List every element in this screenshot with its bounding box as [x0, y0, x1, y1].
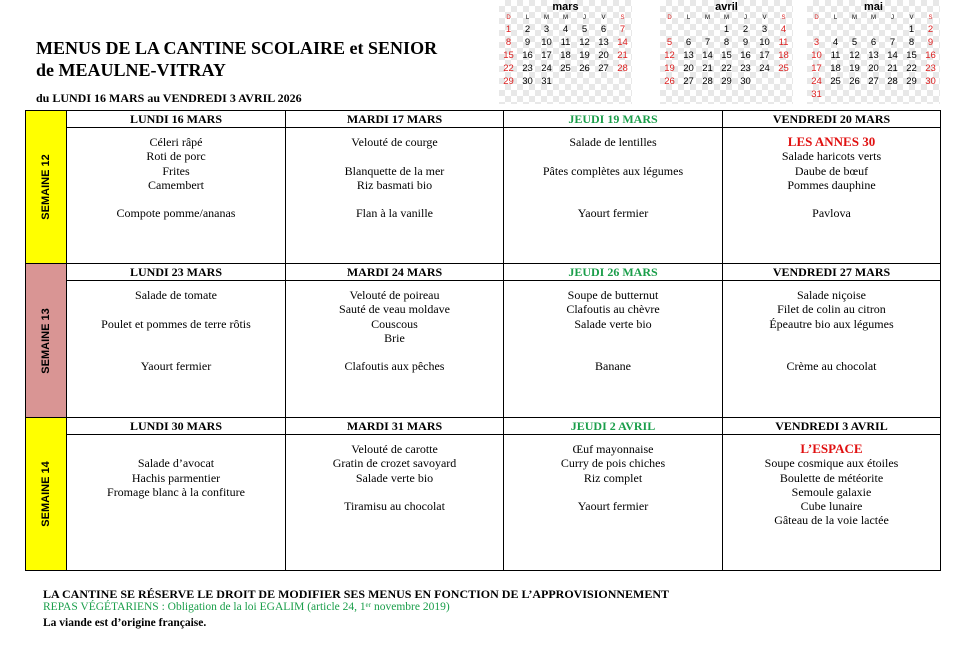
- calendar-day: 27: [683, 76, 694, 87]
- spacer: [67, 192, 285, 206]
- week-row: [26, 264, 940, 418]
- theme-title: LES ANNES 30: [787, 134, 876, 149]
- menu-item: Hachis parmentier: [131, 470, 221, 485]
- week-label-text: SEMAINE 13: [40, 307, 52, 374]
- spacer: [504, 331, 722, 345]
- calendar-day: 16: [740, 50, 751, 61]
- calendar-weekday: S: [928, 15, 933, 21]
- calendar-weekday: M: [724, 15, 729, 21]
- calendar-day: [826, 88, 845, 101]
- week-row: [26, 111, 940, 264]
- calendar-day: 15: [721, 50, 732, 61]
- calendar-day: [826, 23, 845, 36]
- menu-item: Fromage blanc à la confiture: [107, 484, 245, 499]
- calendar-day: [755, 75, 774, 88]
- calendar-day: 19: [664, 63, 675, 74]
- spacer: [286, 345, 503, 359]
- day-title: MARDI 31 MARS: [286, 418, 503, 435]
- menu-item: Salade verte bio: [355, 470, 434, 485]
- calendar-day: 6: [600, 24, 607, 35]
- day-cell: [723, 418, 940, 570]
- calendar-weekday: J: [583, 15, 586, 21]
- menu-item: Pommes dauphine: [787, 177, 876, 192]
- menu-item: Céleri râpé: [149, 135, 203, 149]
- menu-item: Pavlova: [812, 206, 851, 221]
- calendar-mai: [807, 0, 940, 104]
- menu-item: Riz basmati bio: [356, 177, 433, 192]
- calendar-day: 9: [524, 37, 531, 48]
- calendar-weekday: D: [667, 15, 672, 21]
- calendar-day: 7: [619, 24, 626, 35]
- day-cell: [286, 111, 504, 263]
- calendar-weekday: M: [852, 15, 857, 21]
- theme-title: L’ESPACE: [800, 441, 863, 456]
- menu-item: Clafoutis aux pêches: [344, 359, 445, 374]
- menu-item: Soupe de butternut: [567, 288, 659, 302]
- spacer: [67, 302, 285, 316]
- calendar-month-name: mars: [552, 1, 579, 13]
- day-cell: [67, 111, 286, 263]
- calendar-day: 4: [780, 24, 787, 35]
- calendar-day: 12: [664, 50, 675, 61]
- menu-item: Sauté de veau moldave: [339, 302, 450, 317]
- calendar-day: [594, 75, 613, 88]
- day-title: LUNDI 23 MARS: [67, 264, 285, 281]
- calendar-day: [864, 88, 883, 101]
- calendar-day: 6: [685, 37, 692, 48]
- calendar-day: 16: [925, 50, 936, 61]
- menu-item: Yaourt fermier: [140, 359, 212, 374]
- calendar-day: 22: [721, 63, 732, 74]
- calendar-day: 9: [742, 37, 749, 48]
- calendar-day: [883, 23, 902, 36]
- menu-item: Blanquette de la mer: [344, 163, 445, 178]
- calendar-day: 3: [813, 37, 820, 48]
- menu-item: Frites: [162, 163, 190, 178]
- calendar-day: [902, 88, 921, 101]
- day-title: JEUDI 19 MARS: [504, 111, 722, 128]
- spacer: [504, 178, 722, 192]
- calendar-day: 2: [927, 24, 934, 35]
- calendar-day: 3: [543, 24, 550, 35]
- spacer: [504, 192, 722, 206]
- calendar-day: 27: [598, 63, 609, 74]
- calendar-day: 19: [579, 50, 590, 61]
- calendar-day: 21: [887, 63, 898, 74]
- calendar-day: 29: [721, 76, 732, 87]
- calendar-weekday: L: [525, 15, 530, 21]
- calendar-day: [575, 75, 594, 88]
- calendar-day: [864, 23, 883, 36]
- calendar-day: 8: [908, 37, 915, 48]
- calendar-weekday: S: [781, 15, 786, 21]
- menu-item: Velouté de courge: [351, 135, 438, 149]
- page-title: [36, 37, 437, 81]
- menu-item: Compote pomme/ananas: [116, 206, 236, 221]
- menu-item: Gâteau de la voie lactée: [774, 513, 889, 528]
- calendar-day: 11: [560, 37, 571, 48]
- menu-item: Yaourt fermier: [577, 499, 649, 514]
- calendar-day: [660, 23, 679, 36]
- calendar-day: 1: [908, 24, 915, 35]
- calendar-day: 29: [503, 76, 514, 87]
- calendar-day: 9: [927, 37, 934, 48]
- spacer: [723, 331, 940, 345]
- calendar-day: 12: [579, 37, 590, 48]
- menu-item: Velouté de poireau: [349, 288, 440, 302]
- spacer: [723, 345, 940, 359]
- menu-item: Épeautre bio aux légumes: [769, 316, 894, 331]
- calendar-day: 7: [889, 37, 896, 48]
- calendar-day: 14: [702, 50, 713, 61]
- week-label: [26, 264, 67, 417]
- menu-items: [286, 281, 503, 374]
- calendar-day: [774, 75, 793, 88]
- calendar-day: [845, 88, 864, 101]
- menu-items: [504, 281, 722, 374]
- menu-item: Clafoutis au chèvre: [566, 302, 660, 317]
- menu-item: Œuf mayonnaise: [572, 442, 654, 456]
- menu-items: [723, 435, 940, 528]
- day-cell: [67, 264, 286, 417]
- calendar-weekday: M: [563, 15, 568, 21]
- menu-items: [723, 128, 940, 221]
- menu-item: Poulet et pommes de terre rôtis: [101, 316, 251, 331]
- calendar-weekday: L: [686, 15, 691, 21]
- calendar-day: 25: [778, 63, 789, 74]
- menu-items: [286, 128, 503, 221]
- day-cell: [504, 111, 723, 263]
- calendar-avril: [660, 0, 793, 104]
- menu-grid: [25, 110, 941, 571]
- menu-item: Salade d’avocat: [137, 456, 215, 471]
- title-line-1: MENUS DE LA CANTINE SCOLAIRE et SENIOR: [36, 38, 438, 58]
- day-title: JEUDI 2 AVRIL: [504, 418, 722, 435]
- calendar-day: [698, 23, 717, 36]
- calendar-day: 23: [740, 63, 751, 74]
- calendar-day: 24: [811, 76, 822, 87]
- calendar-month-name: mai: [864, 1, 883, 13]
- menu-item: Boulette de météorite: [779, 470, 884, 485]
- calendar-weekday: D: [814, 15, 819, 21]
- calendar-day: 5: [666, 37, 673, 48]
- calendar-day: 5: [851, 37, 858, 48]
- spacer: [67, 331, 285, 345]
- calendar-weekday: M: [705, 15, 710, 21]
- spacer: [504, 149, 722, 163]
- calendar-weekday: M: [871, 15, 876, 21]
- day-title: VENDREDI 20 MARS: [723, 111, 940, 128]
- calendar-day: 28: [617, 63, 628, 74]
- calendar-day: 20: [683, 63, 694, 74]
- calendar-day: 10: [811, 50, 822, 61]
- calendar-day: 1: [505, 24, 512, 35]
- menu-item: Velouté de carotte: [351, 442, 438, 456]
- menu-item: Salade de tomate: [135, 288, 217, 302]
- calendar-day: 30: [740, 76, 751, 87]
- calendar-day: 12: [849, 50, 860, 61]
- menu-item: Semoule galaxie: [791, 484, 872, 499]
- calendar-day: 22: [503, 63, 514, 74]
- menu-item: Riz complet: [583, 470, 643, 485]
- calendar-day: 4: [562, 24, 569, 35]
- menu-item: Pâtes complètes aux légumes: [542, 163, 684, 178]
- day-title: MARDI 17 MARS: [286, 111, 503, 128]
- calendar-day: [845, 23, 864, 36]
- calendar-day: 19: [849, 63, 860, 74]
- calendar-day: 11: [830, 50, 841, 61]
- menu-item: Salade verte bio: [574, 316, 652, 331]
- calendar-day: 31: [541, 76, 552, 87]
- calendar-day: 15: [906, 50, 917, 61]
- day-cell: [67, 418, 286, 570]
- calendar-day: 30: [522, 76, 533, 87]
- calendar-day: 26: [849, 76, 860, 87]
- calendar-month-name: avril: [715, 1, 738, 13]
- calendar-day: 7: [704, 37, 711, 48]
- calendar-day: 2: [524, 24, 531, 35]
- meat-origin-note: La viande est d’origine française.: [43, 617, 207, 629]
- spacer: [67, 345, 285, 359]
- calendar-day: 26: [664, 76, 675, 87]
- calendar-day: 21: [702, 63, 713, 74]
- day-title: JEUDI 26 MARS: [504, 264, 722, 281]
- calendar-day: 3: [761, 24, 768, 35]
- week-label-text: SEMAINE 12: [40, 154, 52, 220]
- day-cell: [723, 264, 940, 417]
- calendar-day: [921, 88, 940, 101]
- calendar-day: 5: [581, 24, 588, 35]
- menu-item: Tiramisu au chocolat: [344, 499, 445, 514]
- calendar-weekday: V: [762, 15, 767, 21]
- spacer: [286, 485, 503, 499]
- week-label-text: SEMAINE 14: [40, 461, 52, 527]
- menu-item: Banane: [595, 359, 631, 374]
- calendar-day: 16: [522, 50, 533, 61]
- menu-item: Salade de lentilles: [569, 135, 657, 149]
- calendar-day: 6: [870, 37, 877, 48]
- calendar-day: 25: [830, 76, 841, 87]
- day-title: MARDI 24 MARS: [286, 264, 503, 281]
- day-cell: [286, 418, 504, 570]
- calendar-day: 13: [598, 37, 609, 48]
- menu-item: Salade niçoise: [797, 288, 866, 302]
- calendar-day: [883, 88, 902, 101]
- day-title: LUNDI 16 MARS: [67, 111, 285, 128]
- calendar-day: 4: [832, 37, 839, 48]
- calendar-day: 8: [505, 37, 512, 48]
- menu-item: Crème au chocolat: [786, 359, 877, 374]
- calendar-day: 1: [723, 24, 730, 35]
- menu-items: [504, 435, 722, 513]
- menu-item: Curry de pois chiches: [560, 456, 666, 471]
- menu-item: Gratin de crozet savoyard: [332, 456, 457, 471]
- spacer: [286, 192, 503, 206]
- calendar-day: 31: [811, 89, 822, 100]
- calendar-day: 10: [759, 37, 770, 48]
- calendar-day: 17: [541, 50, 552, 61]
- menu-item: Soupe cosmique aux étoiles: [764, 456, 899, 471]
- calendar-day: 17: [759, 50, 770, 61]
- calendar-day: [807, 23, 826, 36]
- week-row: [26, 418, 940, 570]
- day-title: VENDREDI 27 MARS: [723, 264, 940, 281]
- calendar-day: 15: [503, 50, 514, 61]
- week-label: [26, 111, 67, 263]
- calendar-day: 13: [683, 50, 694, 61]
- calendar-day: [679, 23, 698, 36]
- menu-items: [723, 281, 940, 374]
- menu-item: Salade haricots verts: [781, 149, 882, 164]
- menu-items: [286, 435, 503, 513]
- calendar-day: 23: [522, 63, 533, 74]
- day-cell: [504, 418, 723, 570]
- calendar-day: 28: [702, 76, 713, 87]
- menu-item: Camembert: [148, 177, 204, 192]
- calendar-day: 30: [925, 76, 936, 87]
- day-cell: [504, 264, 723, 417]
- calendar-day: 20: [598, 50, 609, 61]
- calendar-day: 18: [830, 63, 841, 74]
- calendar-weekday: V: [601, 15, 606, 21]
- day-title: VENDREDI 3 AVRIL: [723, 418, 940, 435]
- calendar-day: 8: [723, 37, 730, 48]
- spacer: [67, 442, 285, 456]
- calendar-day: 18: [778, 50, 789, 61]
- calendar-weekday: S: [620, 15, 625, 21]
- day-cell: [286, 264, 504, 417]
- menu-items: [67, 128, 285, 221]
- day-title: LUNDI 30 MARS: [67, 418, 285, 435]
- calendar-day: 10: [541, 37, 552, 48]
- week-label: [26, 418, 67, 570]
- calendar-day: 20: [868, 63, 879, 74]
- menu-item: Roti de porc: [146, 149, 206, 164]
- menu-item: Filet de colin au citron: [777, 302, 886, 317]
- calendar-mars: [499, 0, 632, 104]
- spacer: [723, 192, 940, 206]
- spacer: [504, 345, 722, 359]
- calendar-day: 24: [541, 63, 552, 74]
- calendar-day: 23: [925, 63, 936, 74]
- menu-item: Daube de bœuf: [794, 163, 869, 178]
- period-subtitle: du LUNDI 16 MARS au VENDREDI 3 AVRIL 2026: [36, 91, 302, 105]
- day-cell: [723, 111, 940, 263]
- calendar-weekday: J: [744, 15, 747, 21]
- calendar-day: 17: [811, 63, 822, 74]
- menu-item: Brie: [384, 330, 405, 345]
- menu-item: Cube lunaire: [800, 499, 863, 514]
- calendar-weekday: J: [891, 15, 894, 21]
- calendar-day: [613, 75, 632, 88]
- menu-items: [67, 435, 285, 499]
- calendar-day: 18: [560, 50, 571, 61]
- supply-notice: LA CANTINE SE RÉSERVE LE DROIT DE MODIFIER SES MENUS EN FONCTION DE L’APPROVISIONNEMENT: [43, 587, 670, 601]
- menu-item: Yaourt fermier: [577, 206, 649, 221]
- menu-items: [504, 128, 722, 221]
- calendar-day: 21: [617, 50, 628, 61]
- vegetarian-note: REPAS VÉGÉTARIENS : Obligation de la loi EGALIM (article 24, 1ᵉʳ novembre 2019): [43, 601, 450, 613]
- calendar-day: 28: [887, 76, 898, 87]
- calendar-day: 13: [868, 50, 879, 61]
- menu-items: [67, 281, 285, 374]
- menu-item: Couscous: [371, 316, 418, 331]
- calendar-day: [556, 75, 575, 88]
- calendar-day: 14: [617, 37, 628, 48]
- calendar-day: 11: [778, 37, 789, 48]
- calendar-day: 25: [560, 63, 571, 74]
- title-line-2: de MEAULNE-VITRAY: [36, 60, 226, 80]
- calendar-day: 27: [868, 76, 879, 87]
- calendar-weekday: M: [544, 15, 549, 21]
- calendar-day: 14: [887, 50, 898, 61]
- calendar-day: 2: [742, 24, 749, 35]
- spacer: [504, 485, 722, 499]
- calendar-day: 29: [906, 76, 917, 87]
- menu-item: Flan à la vanille: [356, 206, 433, 221]
- calendar-weekday: D: [506, 15, 511, 21]
- spacer: [286, 149, 503, 163]
- calendar-day: 26: [579, 63, 590, 74]
- calendar-day: 24: [759, 63, 770, 74]
- calendar-weekday: V: [909, 15, 914, 21]
- calendar-weekday: L: [833, 15, 838, 21]
- calendar-day: 22: [906, 63, 917, 74]
